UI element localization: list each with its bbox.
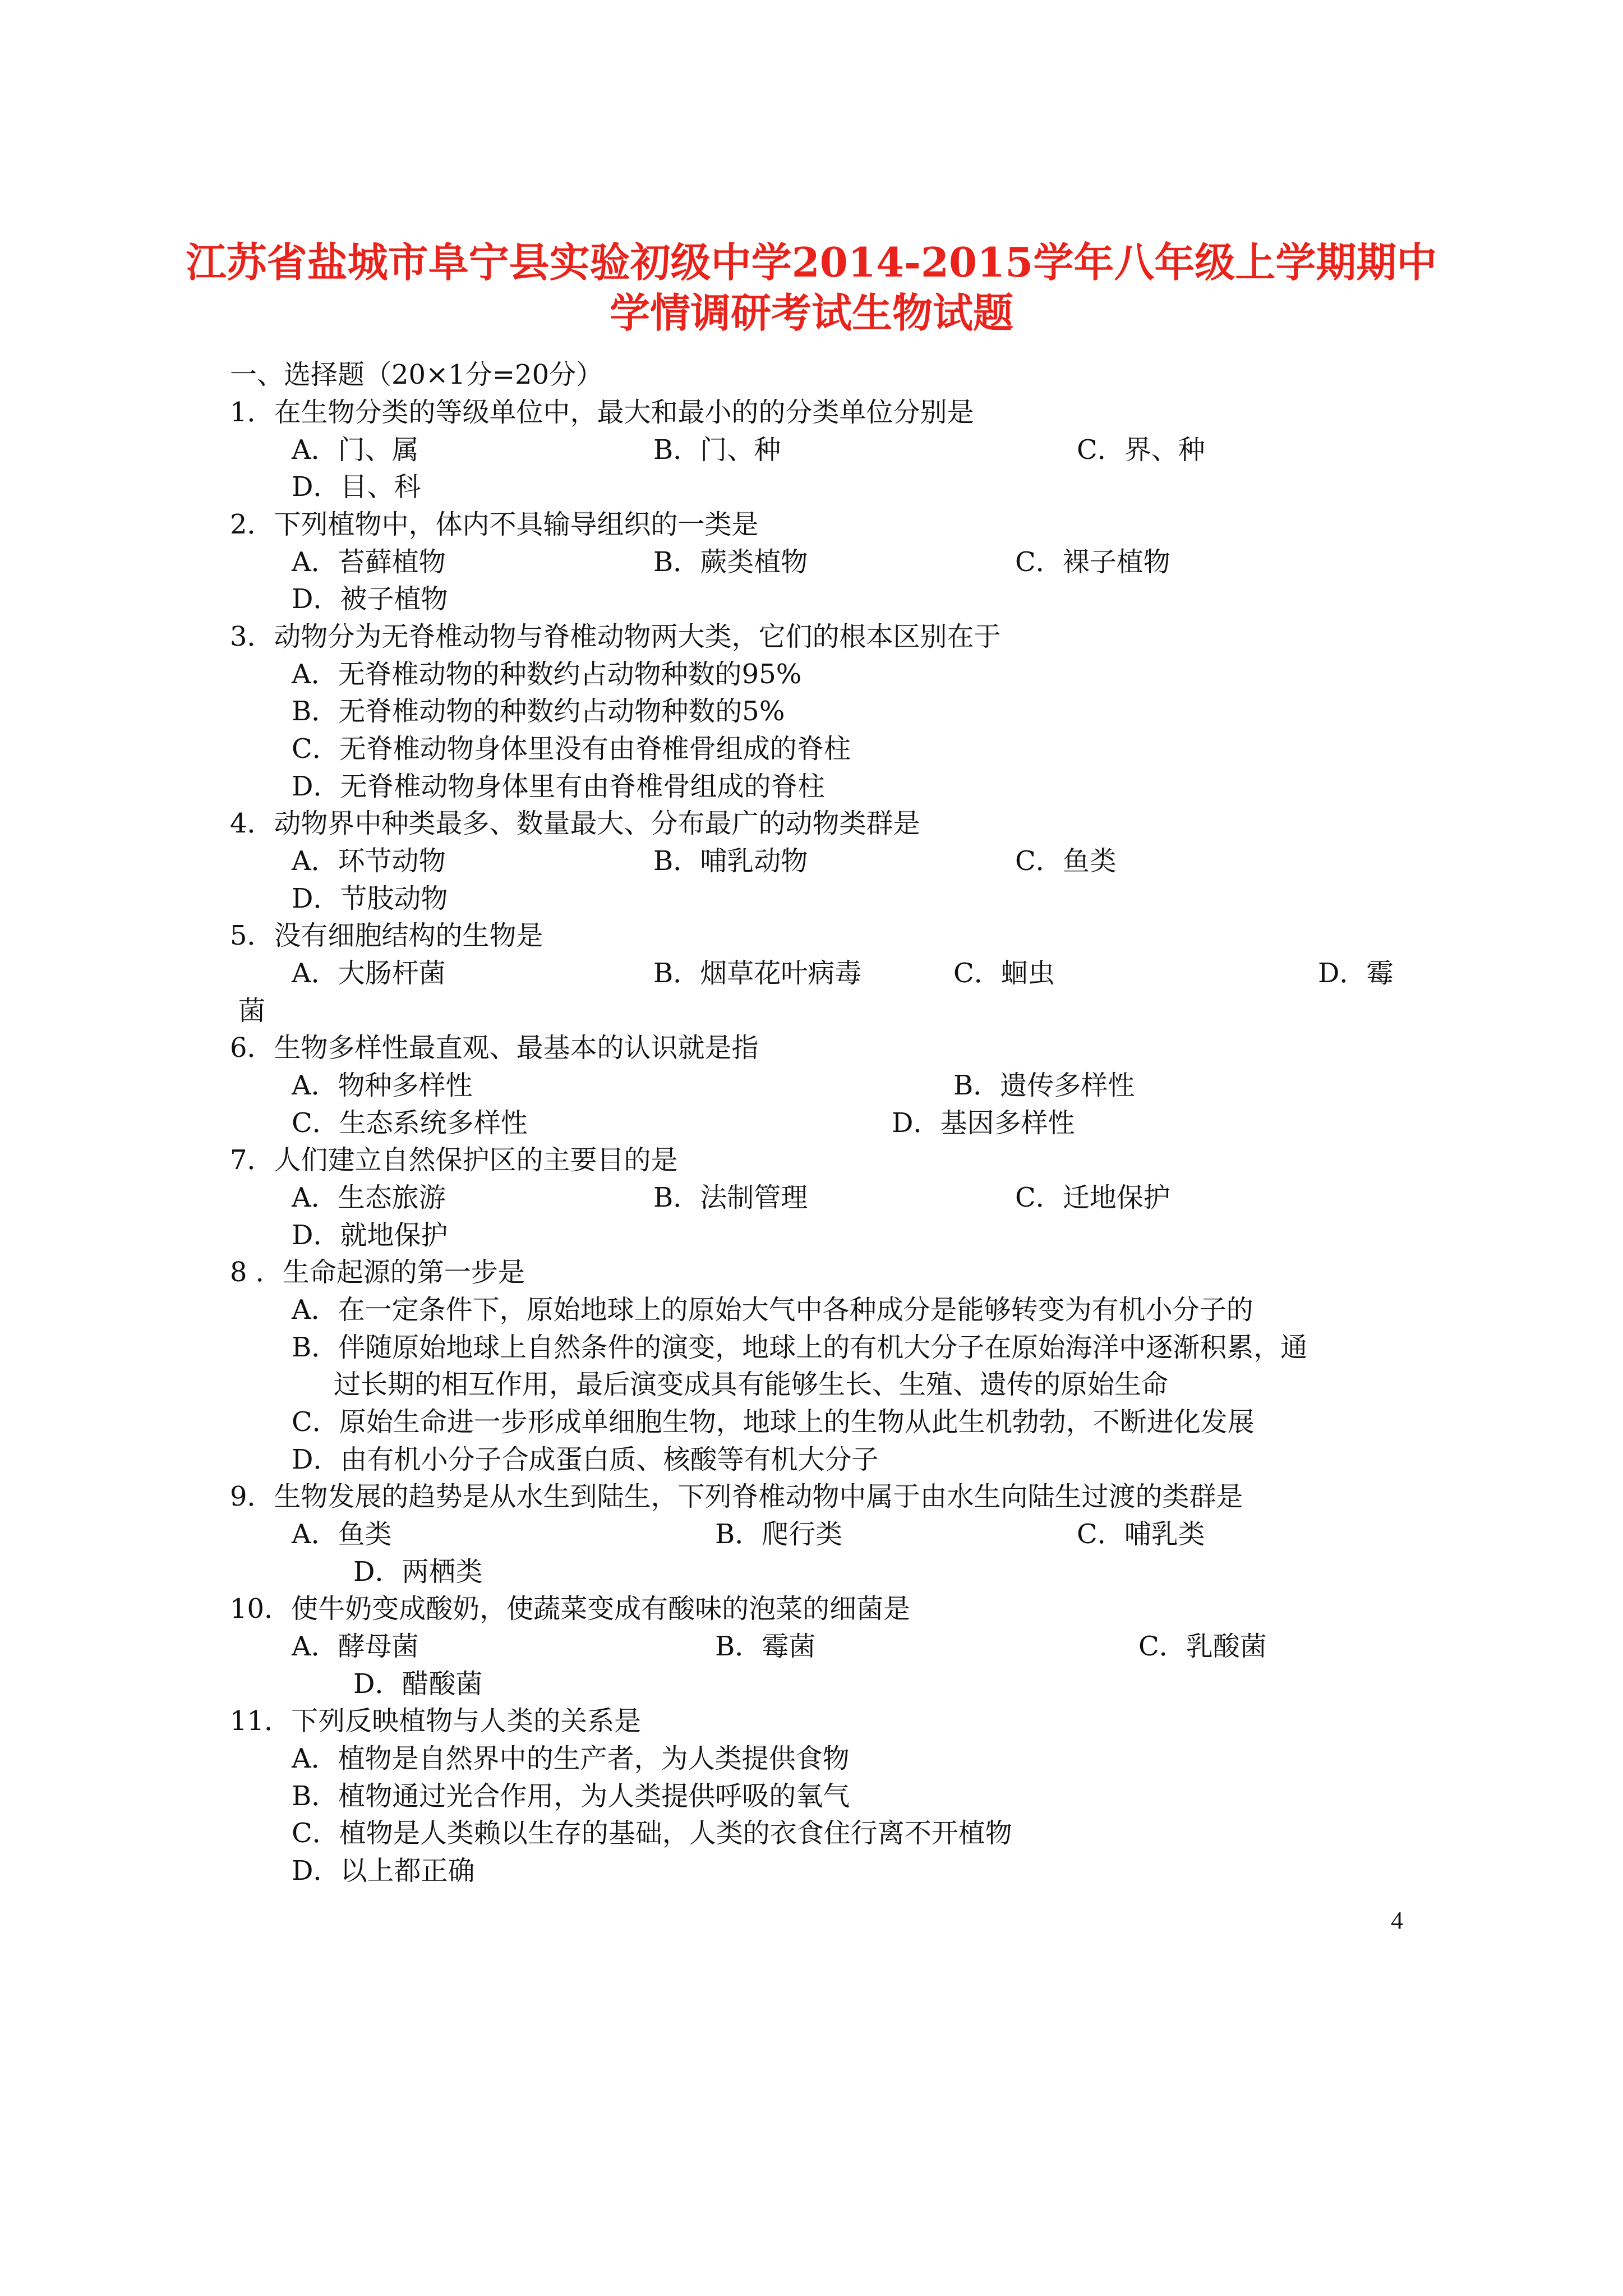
option: D．霉: [1318, 958, 1394, 989]
question-stem: 1．在生物分类的等级单位中，最大和最小的的分类单位分别是: [230, 397, 974, 428]
option: C．鱼类: [1015, 845, 1117, 877]
option: B．无脊椎动物的种数约占动物种数的5%: [292, 696, 785, 727]
option: B．门、种: [653, 434, 781, 466]
option-wrap: 菌: [238, 995, 266, 1027]
option: B．烟草花叶病毒: [653, 958, 862, 989]
option: B．伴随原始地球上自然条件的演变，地球上的有机大分子在原始海洋中逐渐积累，通: [292, 1332, 1308, 1363]
option: D．就地保护: [292, 1220, 448, 1251]
option: A．鱼类: [292, 1519, 392, 1550]
question-stem: 11．下列反映植物与人类的关系是: [230, 1705, 642, 1737]
option: D．目、科: [292, 471, 421, 503]
option: A．门、属: [292, 434, 419, 466]
title-line-1: 江苏省盐城市阜宁县实验初级中学2014-2015学年八年级上学期期中: [186, 238, 1437, 286]
question-stem: 4．动物界中种类最多、数量最大、分布最广的动物类群是: [230, 808, 920, 839]
option: D．由有机小分子合成蛋白质、核酸等有机大分子: [292, 1444, 879, 1475]
option: D．被子植物: [292, 583, 448, 615]
page-number: 4: [1391, 1907, 1403, 1934]
option: B．爬行类: [715, 1519, 843, 1550]
option: A．大肠杆菌: [292, 958, 446, 989]
option: B．哺乳动物: [653, 845, 808, 877]
question-stem: 9．生物发展的趋势是从水生到陆生，下列脊椎动物中属于由水生向陆生过渡的类群是: [230, 1481, 1243, 1512]
option: A．在一定条件下，原始地球上的原始大气中各种成分是能够转变为有机小分子的: [292, 1294, 1253, 1326]
option: A．苔藓植物: [292, 546, 446, 578]
option: C．哺乳类: [1077, 1519, 1205, 1550]
title-line-2: 学情调研考试生物试题: [609, 289, 1013, 337]
question-stem: 5．没有细胞结构的生物是: [230, 920, 543, 951]
option: A．生态旅游: [292, 1182, 446, 1213]
option: D．以上都正确: [292, 1855, 475, 1887]
option: B．蕨类植物: [653, 546, 808, 578]
option: A．环节动物: [292, 845, 446, 877]
option: C．生态系统多样性: [292, 1107, 528, 1139]
question-stem: 2．下列植物中，体内不具输导组织的一类是: [230, 509, 759, 540]
question-stem: 7．人们建立自然保护区的主要目的是: [230, 1144, 678, 1176]
option: C．乳酸菌: [1138, 1631, 1267, 1662]
option: D．节肢动物: [292, 883, 448, 914]
option: D．无脊椎动物身体里有由脊椎骨组成的脊柱: [292, 771, 825, 802]
option: C．迁地保护: [1015, 1182, 1170, 1213]
question-stem: 8 ．生命起源的第一步是: [230, 1257, 525, 1288]
option: A．酵母菌: [292, 1631, 419, 1662]
option: C．裸子植物: [1015, 546, 1170, 578]
option: B．植物通过光合作用，为人类提供呼吸的氧气: [292, 1780, 850, 1812]
option: C．原始生命进一步形成单细胞生物，地球上的生物从此生机勃勃，不断进化发展: [292, 1406, 1255, 1438]
question-stem: 10．使牛奶变成酸奶，使蔬菜变成有酸味的泡菜的细菌是: [230, 1593, 911, 1625]
option: C．界、种: [1077, 434, 1205, 466]
option: B．遗传多样性: [953, 1070, 1135, 1101]
option: A．物种多样性: [292, 1070, 473, 1101]
option: A．无脊椎动物的种数约占动物种数的95%: [292, 659, 802, 690]
option: A．植物是自然界中的生产者，为人类提供食物: [292, 1743, 850, 1774]
question-stem: 3．动物分为无脊椎动物与脊椎动物两大类，它们的根本区别在于: [230, 621, 1001, 652]
option: D．醋酸菌: [353, 1668, 483, 1700]
option: D．两栖类: [353, 1556, 483, 1588]
option-wrap: 过长期的相互作用，最后演变成具有能够生长、生殖、遗传的原始生命: [334, 1369, 1169, 1400]
option: D．基因多样性: [892, 1107, 1075, 1139]
section-header: 一、选择题（20×1分=20分）: [230, 359, 603, 390]
option: B．法制管理: [653, 1182, 808, 1213]
option: B．霉菌: [715, 1631, 816, 1662]
option: C．植物是人类赖以生存的基础，人类的衣食住行离不开植物: [292, 1818, 1012, 1849]
question-stem: 6．生物多样性最直观、最基本的认识就是指: [230, 1032, 759, 1064]
option: C．无脊椎动物身体里没有由脊椎骨组成的脊柱: [292, 733, 851, 765]
option: C．蛔虫: [953, 958, 1055, 989]
